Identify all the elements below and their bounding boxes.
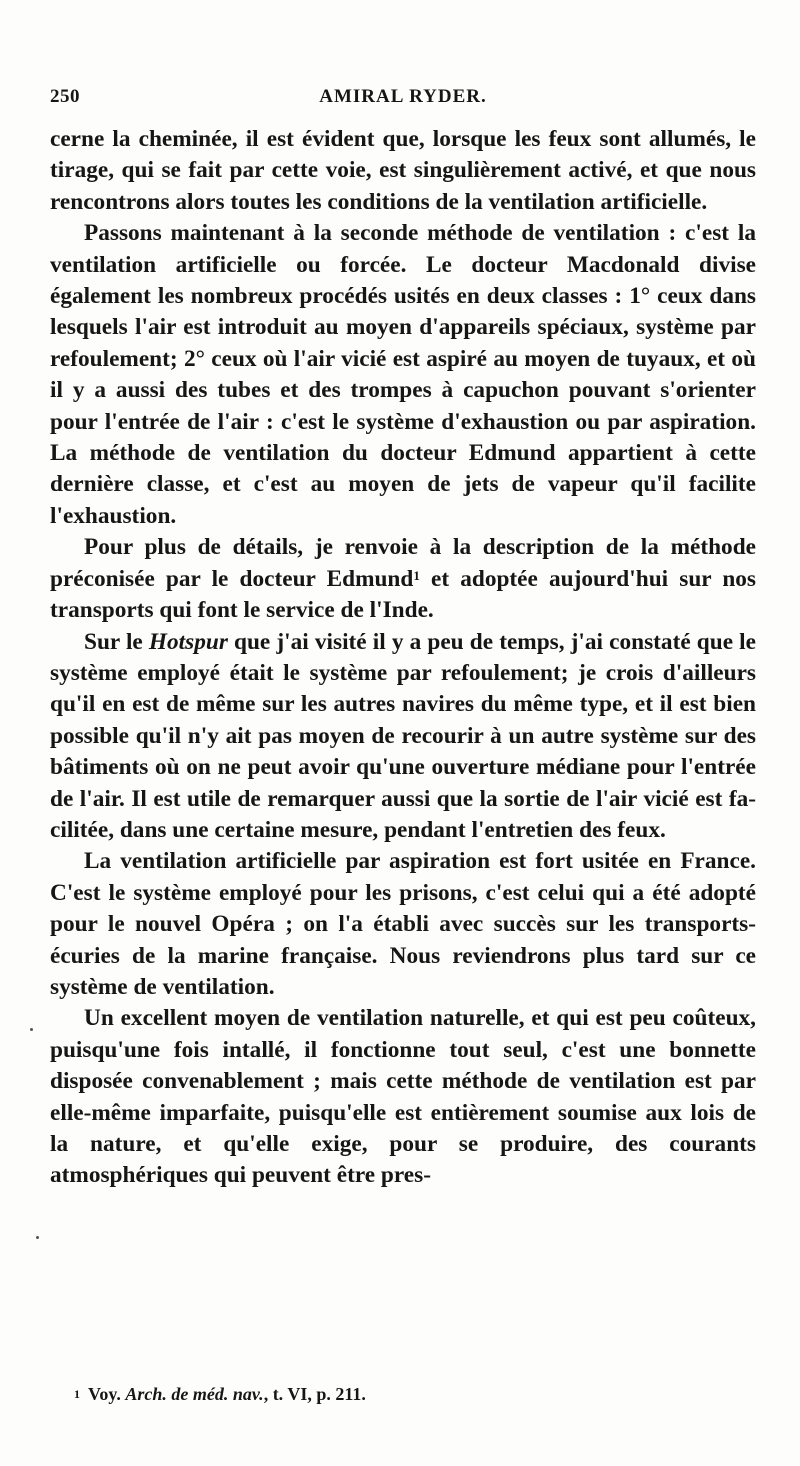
paragraph-5: La ventilation artificielle par aspiration est fort usitée en France. C'est le système employé pour les prisons, c'est celui qui a été adopté pour le nouvel Opéra ; on l'a établi avec succès sur les transports-écuries de la marine française. Nous reviendrons plus tard sur ce système de ventilation. — [50, 848, 756, 1000]
paragraph-3-text-b: et adoptée aujourd'hui sur nos transports qui font le service de l'Inde. — [50, 565, 756, 624]
footnote-rest: , t. VI, p. 211. — [263, 1384, 366, 1404]
body-text — [50, 124, 756, 1192]
paragraph-3-text-a: Pour plus de détails, je renvoie à la description de la méthode préconisée par le docteur Edmund — [50, 534, 756, 592]
footnote-citation: Arch. de méd. nav. — [125, 1384, 264, 1404]
running-title: AMIRAL RYDER. — [319, 86, 487, 107]
paragraph-4 — [50, 627, 756, 847]
paragraph-2: Passons maintenant à la seconde méthode de ventilation : c'est la ventilation artificielle ou forcée. Le docteur Macdonald divise également les nombreux procédés usités en deux classes : 1° ceux dans lesquels l'air est introduit au moyen d'appareils spéciaux, système par refoulement; 2° ceux où l'air vicié est aspiré au moyen de tuyaux, et où il y a aussi des tubes et des trompes à capuchon pouvant s'orienter pour l'entrée de l'air : c'est le système d'exhaustion ou par aspiration. La méthode de ventilation du docteur Edmund appartient à cette dernière classe, et c'est au moyen de jets de vapeur qu'il facilite l'exhaustion. — [50, 220, 756, 529]
print-speck — [30, 1028, 33, 1031]
footnote-reference: 1 — [413, 567, 420, 583]
footnote-mark: 1 — [74, 1387, 80, 1401]
paragraph-3 — [50, 532, 756, 626]
paragraph-4-text-b: que j'ai visité il y a peu de temps, j'ai constaté que le système employé était le système par refoulement; je crois d'ailleurs qu'il en est de même sur les autres navires du même type, et il est bien possible qu'il n'y ait pas moyen de recourir à un autre système sur des bâtiments où on ne peut avoir qu'une ouverture médiane pour l'entrée de l'air. Il est utile de remarquer aussi que la sortie de l'air vicié est facilitée, dans une certaine mesure, pendant l'entretien des feux. — [50, 628, 756, 843]
ship-name: Hotspur — [148, 628, 228, 655]
paragraph-4-text-a: Sur le — [84, 628, 149, 655]
page-header — [50, 86, 756, 116]
paragraph-6: Un excellent moyen de ventilation naturelle, et qui est peu coûteux, puisqu'une fois intallé, il fonctionne tout seul, c'est une bonnette disposée convenablement ; mais cette méthode de ventilation est par elle-même imparfaite, puisqu'elle est entièrement soumise aux lois de la nature, et qu'elle exige, pour se produire, des courants atmosphériques qui peuvent être pres- — [50, 1005, 756, 1189]
footnote — [74, 1382, 734, 1406]
page-number: 250 — [50, 86, 80, 107]
footnote-lead: Voy. — [88, 1384, 126, 1404]
print-speck — [36, 1236, 39, 1239]
paragraph-1: cerne la cheminée, il est évident que, lorsque les feux sont allumés, le tirage, qui se fait par cette voie, est singulièrement activé, et que nous rencontrons alors toutes les conditions de la ventilation artificielle. — [50, 126, 756, 215]
